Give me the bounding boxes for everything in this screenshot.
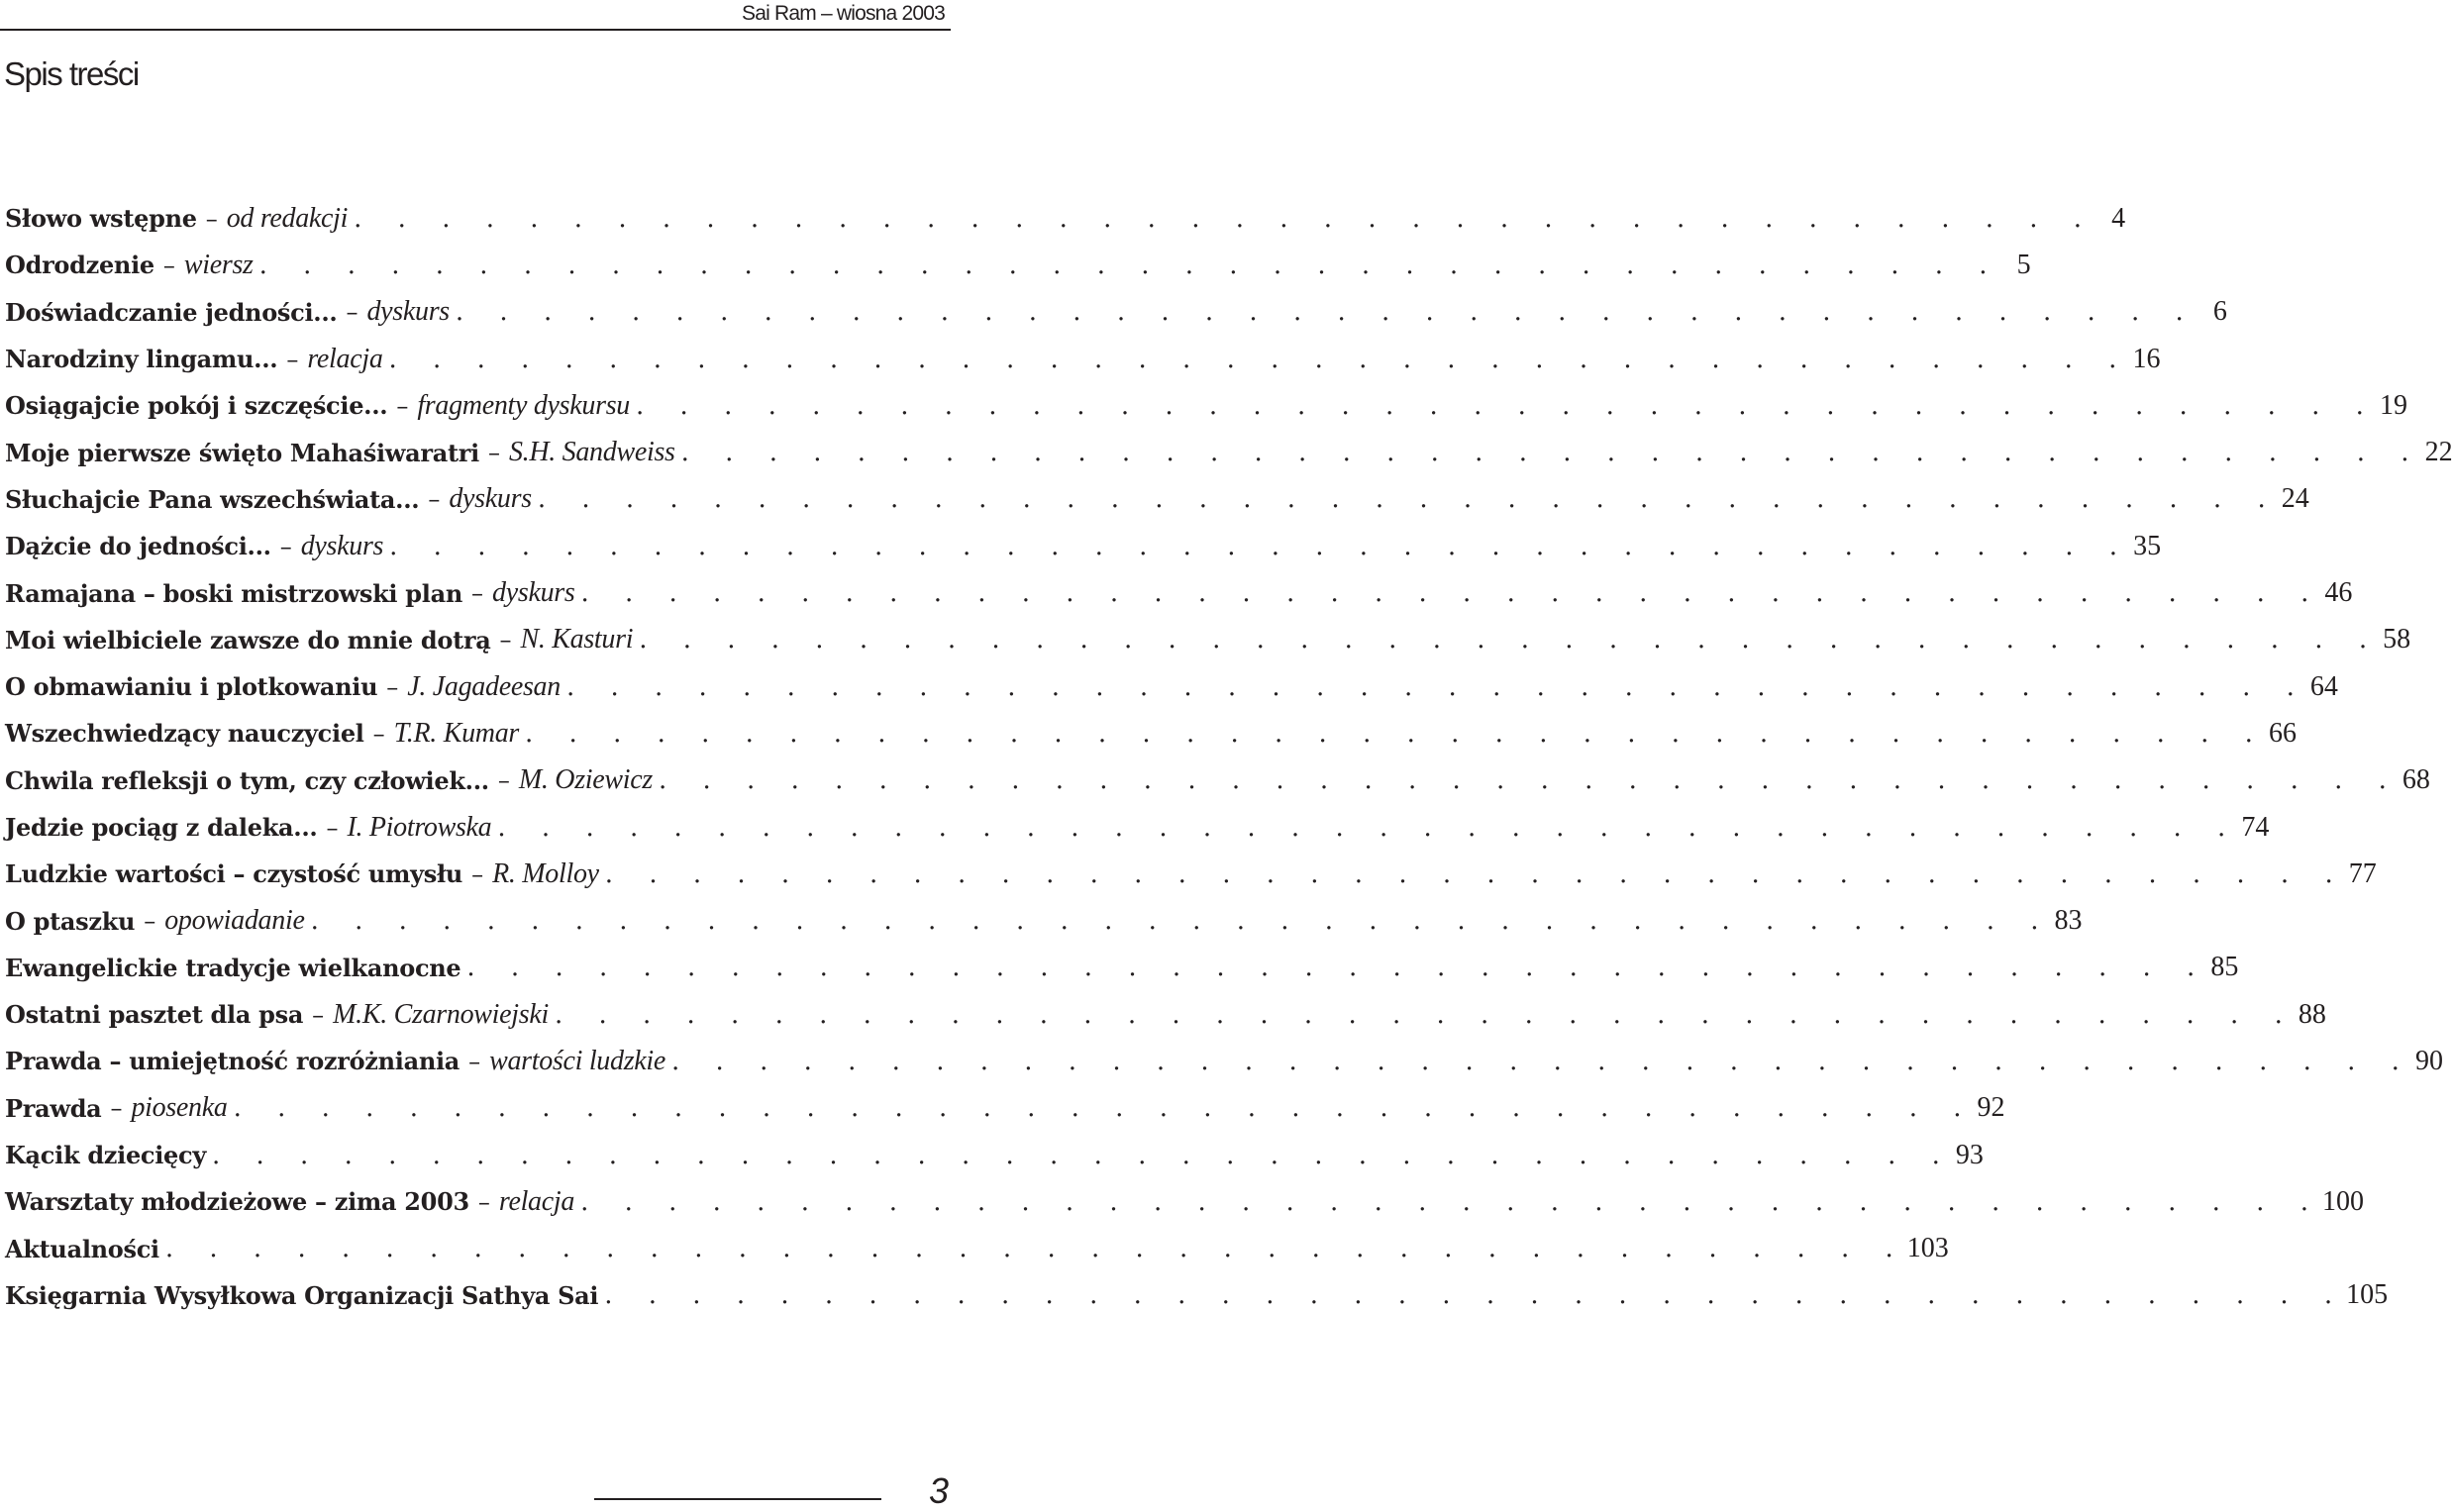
toc-entry-separator: – xyxy=(396,391,409,420)
toc-entry-page-number: 22 xyxy=(2424,437,2453,468)
toc-entry-leader-dots: . . . . . . . . . . . . . . . . . . . . . . . . . . . . . . . . . . . . . . . . xyxy=(525,718,2267,749)
toc-entry-page-number: 100 xyxy=(2321,1185,2364,1217)
page-number: 3 xyxy=(928,1470,949,1511)
toc-entry xyxy=(5,710,2297,756)
toc-entry-author: piosenka xyxy=(131,1092,228,1124)
toc-entry-title: Odrodzenie xyxy=(5,251,154,280)
toc-entry-page-number: 103 xyxy=(1906,1233,1949,1264)
toc-entry-separator: – xyxy=(386,672,399,701)
toc-entry-title: Ludzkie wartości – czystość umysłu xyxy=(5,859,463,889)
toc-entry-page-number: 24 xyxy=(2281,483,2309,515)
toc-entry-leader-dots: . . . . . . . . . . . . . . . . . . . . . . . . . . . . . . . . . . . . . . . . xyxy=(537,484,2280,515)
toc-entry-page-number: 90 xyxy=(2414,1045,2443,1076)
toc-entry-separator: – xyxy=(471,579,484,608)
toc-entry-leader-dots: . . . . . . . . . . . . . . . . . . . . . . . . . . . . . . . . . . . . . . . . xyxy=(310,906,2053,937)
toc-entry-title: Ramajana – boski mistrzowski plan xyxy=(5,578,463,608)
toc-entry-author: fragmenty dyskursu xyxy=(417,389,631,421)
toc-entry xyxy=(5,804,2270,851)
toc-entry-title: Kącik dziecięcy xyxy=(5,1141,206,1170)
toc-entry-author: dyskurs xyxy=(492,577,575,609)
toc-entry-leader-dots: . . . . . . . . . . . . . . . . . . . . . . . . . . . . . . . . . . . . . . . . xyxy=(565,671,2308,702)
running-header: Sai Ram – wiosna 2003 xyxy=(742,2,945,25)
toc-entry-leader-dots: . . . . . . . . . . . . . . . . . . . . . . . . . . . . . . . . . . . . . . . . xyxy=(258,250,2001,280)
toc-entry-author: dyskurs xyxy=(366,296,450,328)
toc-entry xyxy=(5,663,2338,710)
toc-entry-page-number: 66 xyxy=(2268,717,2297,749)
toc-entry-page-number: 83 xyxy=(2054,905,2083,937)
toc-entry-title: Doświadczanie jedności... xyxy=(5,297,338,327)
toc-entry-page-number: 16 xyxy=(2132,343,2161,374)
toc-entry-leader-dots: . . . . . . . . . . . . . . . . . . . . . . . . . . . . . . . . . . . . . . . . xyxy=(671,1046,2413,1076)
toc-entry-page-number: 105 xyxy=(2346,1279,2389,1311)
toc-entry-author: dyskurs xyxy=(300,530,384,561)
toc-entry xyxy=(5,851,2377,897)
toc-entry-leader-dots: . . . . . . . . . . . . . . . . . . . . . . . . . . . . . . . . . . . . . . . . xyxy=(580,1186,2322,1217)
toc-entry-leader-dots: . . . . . . . . . . . . . . . . . . . . . . . . . . . . . . . . . . . . . . . . xyxy=(604,1280,2347,1311)
toc-entry xyxy=(5,476,2309,523)
toc-entry-leader-dots: . . . . . . . . . . . . . . . . . . . . . . . . . . . . . . . . . . . . . . . . xyxy=(211,1140,1954,1170)
toc-entry-title: Warsztaty młodzieżowe – zima 2003 xyxy=(5,1187,469,1217)
toc-entry-leader-dots: . . . . . . . . . . . . . . . . . . . . . . . . . . . . . . . . . . . . . . . . xyxy=(388,344,2131,374)
footer-rule xyxy=(594,1498,881,1500)
toc-entry-leader-dots: . . . . . . . . . . . . . . . . . . . . . . . . . . . . . . . . . . . . . . . . xyxy=(466,953,2209,983)
toc-entry-author: relacja xyxy=(307,343,383,374)
toc-entry-page-number: 4 xyxy=(2111,202,2126,234)
toc-entry-author: N. Kasturi xyxy=(520,624,634,655)
toc-entry-leader-dots: . . . . . . . . . . . . . . . . . . . . . . . . . . . . . . . . . . . . . . . . xyxy=(389,531,2132,561)
header-rule xyxy=(0,29,951,31)
toc-entry-page-number: 64 xyxy=(2309,670,2338,702)
toc-entry-page-number: 92 xyxy=(1977,1092,2005,1124)
toc-entry-title: Moi wielbiciele zawsze do mnie dotrą xyxy=(5,625,491,655)
toc-entry-page-number: 88 xyxy=(2298,998,2326,1030)
toc-entry xyxy=(5,242,2031,288)
toc-entry-title: Aktualności xyxy=(5,1234,159,1263)
toc-entry-page-number: 46 xyxy=(2324,577,2353,609)
toc-entry-author: I. Piotrowska xyxy=(347,811,492,843)
toc-entry-separator: – xyxy=(468,1047,481,1075)
toc-entry-author: R. Molloy xyxy=(492,857,599,889)
toc-entry-separator: – xyxy=(205,204,218,233)
toc-entry-leader-dots: . . . . . . . . . . . . . . . . . . . . . . . . . . . . . . . . . . . . . . . . xyxy=(233,1093,1976,1124)
toc-entry-author: J. Jagadeesan xyxy=(407,670,561,702)
toc-entry-leader-dots: . . . . . . . . . . . . . . . . . . . . . . . . . . . . . . . . . . . . . . . . xyxy=(497,812,2240,843)
toc-entry-page-number: 35 xyxy=(2133,530,2162,561)
toc-entry-page-number: 77 xyxy=(2348,857,2377,889)
toc-entry xyxy=(5,1226,1949,1272)
toc-entry-author: wiersz xyxy=(183,249,254,280)
toc-entry-leader-dots: . . . . . . . . . . . . . . . . . . . . . . . . . . . . . . . . . . . . . . . . xyxy=(604,858,2347,889)
toc-entry-leader-dots: . . . . . . . . . . . . . . . . . . . . . . . . . . . . . . . . . . . . . . . . xyxy=(354,203,2096,234)
toc-entry-separator: – xyxy=(110,1094,123,1123)
toc-entry-separator: – xyxy=(499,626,512,655)
toc-entry xyxy=(5,897,2083,944)
toc-entry xyxy=(5,429,2453,475)
toc-entry-title: O obmawianiu i plotkowaniu xyxy=(5,672,378,702)
toc-entry-leader-dots: . . . . . . . . . . . . . . . . . . . . . . . . . . . . . . . . . . . . . . . . xyxy=(636,390,2378,421)
toc-entry-author: dyskurs xyxy=(449,483,532,515)
toc-entry-separator: – xyxy=(497,766,510,795)
toc-entry-title: Księgarnia Wysyłkowa Organizacji Sathya Sai xyxy=(5,1280,599,1310)
toc-entry xyxy=(5,1085,2005,1132)
toc-entry-page-number: 85 xyxy=(2210,952,2239,983)
toc-entry-separator: – xyxy=(312,1000,325,1029)
toc-entry xyxy=(5,1038,2443,1084)
toc-entry-page-number: 93 xyxy=(1955,1139,1984,1170)
toc-entry-title: Ostatni pasztet dla psa xyxy=(5,1000,304,1030)
toc-entry-title: Dążcie do jedności... xyxy=(5,532,271,561)
toc-entry-leader-dots: . . . . . . . . . . . . . . . . . . . . . . . . . . . . . . . . . . . . . . . . xyxy=(164,1234,1907,1264)
toc-entry-page-number: 19 xyxy=(2379,389,2407,421)
toc-entry-title: Prawda xyxy=(5,1093,102,1123)
toc-entry-title: Chwila refleksji o tym, czy człowiek... xyxy=(5,765,489,795)
toc-entry-title: Narodziny lingamu... xyxy=(5,345,278,374)
toc-entry-page-number: 6 xyxy=(2212,296,2227,328)
toc-entry-page-number: 74 xyxy=(2241,811,2270,843)
toc-entry-title: Słowo wstępne xyxy=(5,204,197,234)
toc-entry-title: Słuchajcie Pana wszechświata... xyxy=(5,484,420,514)
toc-entry-title: Jedzie pociąg z daleka... xyxy=(5,813,318,842)
toc-entry xyxy=(5,289,2227,336)
toc-entry-leader-dots: . . . . . . . . . . . . . . . . . . . . . . . . . . . . . . . . . . . . . . . . xyxy=(455,297,2197,328)
toc-entry xyxy=(5,991,2326,1038)
toc-entry xyxy=(5,617,2411,663)
toc-entry-page-number: 58 xyxy=(2383,624,2411,655)
toc-entry-page-number: 5 xyxy=(2016,249,2031,280)
toc-entry-separator: – xyxy=(372,719,385,748)
toc-entry xyxy=(5,382,2407,429)
toc-entry-title: Prawda – umiejętność rozróżniania xyxy=(5,1047,460,1076)
toc-entry-page-number: 68 xyxy=(2402,764,2430,796)
toc-entry-separator: – xyxy=(487,439,500,467)
table-of-contents xyxy=(5,195,2453,1319)
toc-entry xyxy=(5,945,2239,991)
toc-entry-author: od redakcji xyxy=(226,202,349,234)
toc-entry-title: Wszechwiedzący nauczyciel xyxy=(5,719,364,749)
toc-entry xyxy=(5,1272,2389,1319)
toc-entry-author: M. Oziewicz xyxy=(518,764,653,796)
toc-entry-separator: – xyxy=(162,251,175,279)
toc-entry-author: relacja xyxy=(498,1185,575,1217)
toc-entry-separator: – xyxy=(279,532,292,560)
toc-entry xyxy=(5,336,2161,382)
toc-entry-author: S.H. Sandweiss xyxy=(508,437,675,468)
toc-entry-separator: – xyxy=(346,298,358,327)
toc-entry xyxy=(5,523,2162,569)
toc-entry xyxy=(5,1132,1984,1178)
toc-entry-leader-dots: . . . . . . . . . . . . . . . . . . . . . . . . . . . . . . . . . . . . . . . . xyxy=(658,765,2401,796)
toc-entry-author: opowiadanie xyxy=(164,905,305,937)
toc-entry-separator: – xyxy=(286,345,299,373)
toc-entry-separator: – xyxy=(144,907,156,936)
toc-entry xyxy=(5,757,2430,804)
toc-entry-title: Moje pierwsze święto Mahaśiwaratri xyxy=(5,438,479,467)
toc-entry-author: wartości ludzkie xyxy=(489,1045,666,1076)
toc-entry-title: Ewangelickie tradycje wielkanocne xyxy=(5,953,461,982)
toc-entry-title: Osiągajcie pokój i szczęście... xyxy=(5,391,388,421)
toc-entry-title: O ptaszku xyxy=(5,906,136,936)
toc-entry-separator: – xyxy=(471,859,484,888)
toc-entry-leader-dots: . . . . . . . . . . . . . . . . . . . . . . . . . . . . . . . . . . . . . . . . xyxy=(639,625,2382,655)
toc-entry-separator: – xyxy=(428,485,441,514)
toc-entry-author: T.R. Kumar xyxy=(393,717,520,749)
toc-entry-leader-dots: . . . . . . . . . . . . . . . . . . . . . . . . . . . . . . . . . . . . . . . . xyxy=(580,578,2323,609)
toc-entry xyxy=(5,1178,2364,1225)
toc-entry-author: M.K. Czarnowiejski xyxy=(333,998,549,1030)
toc-entry xyxy=(5,195,2126,242)
toc-entry xyxy=(5,569,2353,616)
toc-entry-leader-dots: . . . . . . . . . . . . . . . . . . . . . . . . . . . . . . . . . . . . . . . . xyxy=(554,999,2297,1030)
toc-entry-separator: – xyxy=(477,1187,490,1216)
toc-entry-leader-dots: . . . . . . . . . . . . . . . . . . . . . . . . . . . . . . . . . . . . . . . . xyxy=(680,438,2423,468)
page-title: Spis treści xyxy=(4,55,139,92)
toc-entry-separator: – xyxy=(326,813,339,842)
